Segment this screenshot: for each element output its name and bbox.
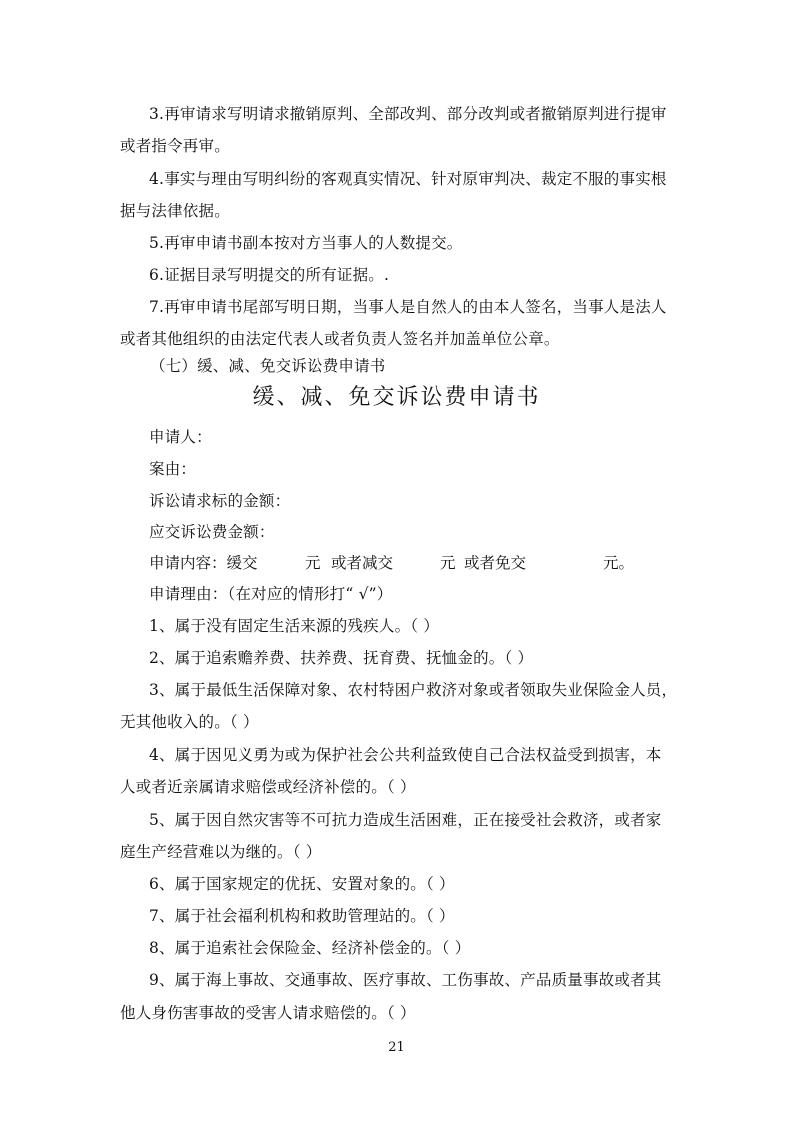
paragraph-6: 6.证据目录写明提交的所有证据。.: [149, 266, 390, 284]
paragraph-7-line-2: 或者其他组织的由法定代表人或者负责人签名并加盖单位公章。: [120, 330, 560, 348]
reason-item-4-line-1: 4、属于因见义勇为或为保护社会公共利益致使自己合法权益受到损害，本: [149, 746, 662, 764]
request-unit-2: 元: [440, 554, 456, 572]
request-label: 申请内容：缓交: [149, 554, 258, 572]
reason-item-2: 2、属于追索赡养费、扶养费、抚育费、抚恤金的。（ ）: [149, 649, 534, 667]
applicant-label: 申请人：: [149, 428, 212, 446]
fee-amount-label: 应交诉讼费金额：: [149, 523, 275, 541]
reason-item-3-line-2: 无其他收入的。（ ）: [120, 713, 259, 731]
reason-item-9-line-1: 9、属于海上事故、交通事故、医疗事故、工伤事故、产品质量事故或者其: [149, 971, 662, 989]
reason-label: 申请理由：（在对应的情形打“ √”）: [149, 585, 393, 603]
form-title: 缓、减、免交诉讼费申请书: [252, 385, 541, 410]
reason-item-8: 8、属于追索社会保险金、经济补偿金的。（ ）: [149, 939, 471, 957]
reason-item-7: 7、属于社会福利机构和救助管理站的。（ ）: [149, 907, 455, 925]
reason-item-5-line-2: 庭生产经营难以为继的。（ ）: [120, 843, 322, 861]
reason-item-3-line-1: 3、属于最低生活保障对象、农村特困户救济对象或者领取失业保险金人员，: [149, 681, 678, 699]
paragraph-3-line-1: 3.再审请求写明请求撤销原判、全部改判、部分改判或者撤销原判进行提审: [149, 105, 667, 123]
paragraph-5: 5.再审申请书副本按对方当事人的人数提交。: [149, 234, 463, 252]
request-unit-3: 元。: [603, 554, 635, 572]
reason-item-5-line-1: 5、属于因自然灾害等不可抗力造成生活困难，正在接受社会救济，或者家: [149, 811, 662, 829]
paragraph-3-line-2: 或者指令再审。: [120, 137, 230, 155]
reason-item-1: 1、属于没有固定生活来源的残疾人。（ ）: [149, 617, 440, 635]
page-number: 21: [388, 1040, 405, 1055]
section-heading: （七）缓、减、免交诉讼费申请书: [150, 357, 386, 375]
paragraph-4-line-2: 据与法律依据。: [120, 202, 230, 220]
request-unit-1: 元: [305, 554, 321, 572]
reason-item-6: 6、属于国家规定的优抚、安置对象的。（ ）: [149, 875, 455, 893]
request-mid-2: 或者免交: [464, 554, 527, 572]
paragraph-4-line-1: 4.事实与理由写明纠纷的客观真实情况、针对原审判决、裁定不服的事实根: [149, 170, 667, 188]
reason-item-9-line-2: 他人身伤害事故的受害人请求赔偿的。（ ）: [120, 1004, 416, 1022]
reason-item-4-line-2: 人或者近亲属请求赔偿或经济补偿的。（ ）: [120, 778, 416, 796]
request-mid-1: 或者减交: [331, 554, 394, 572]
case-label: 案由：: [149, 460, 197, 478]
claim-amount-label: 诉讼请求标的金额：: [149, 492, 291, 510]
paragraph-7-line-1: 7.再审申请书尾部写明日期，当事人是自然人的由本人签名，当事人是法人: [149, 298, 667, 316]
